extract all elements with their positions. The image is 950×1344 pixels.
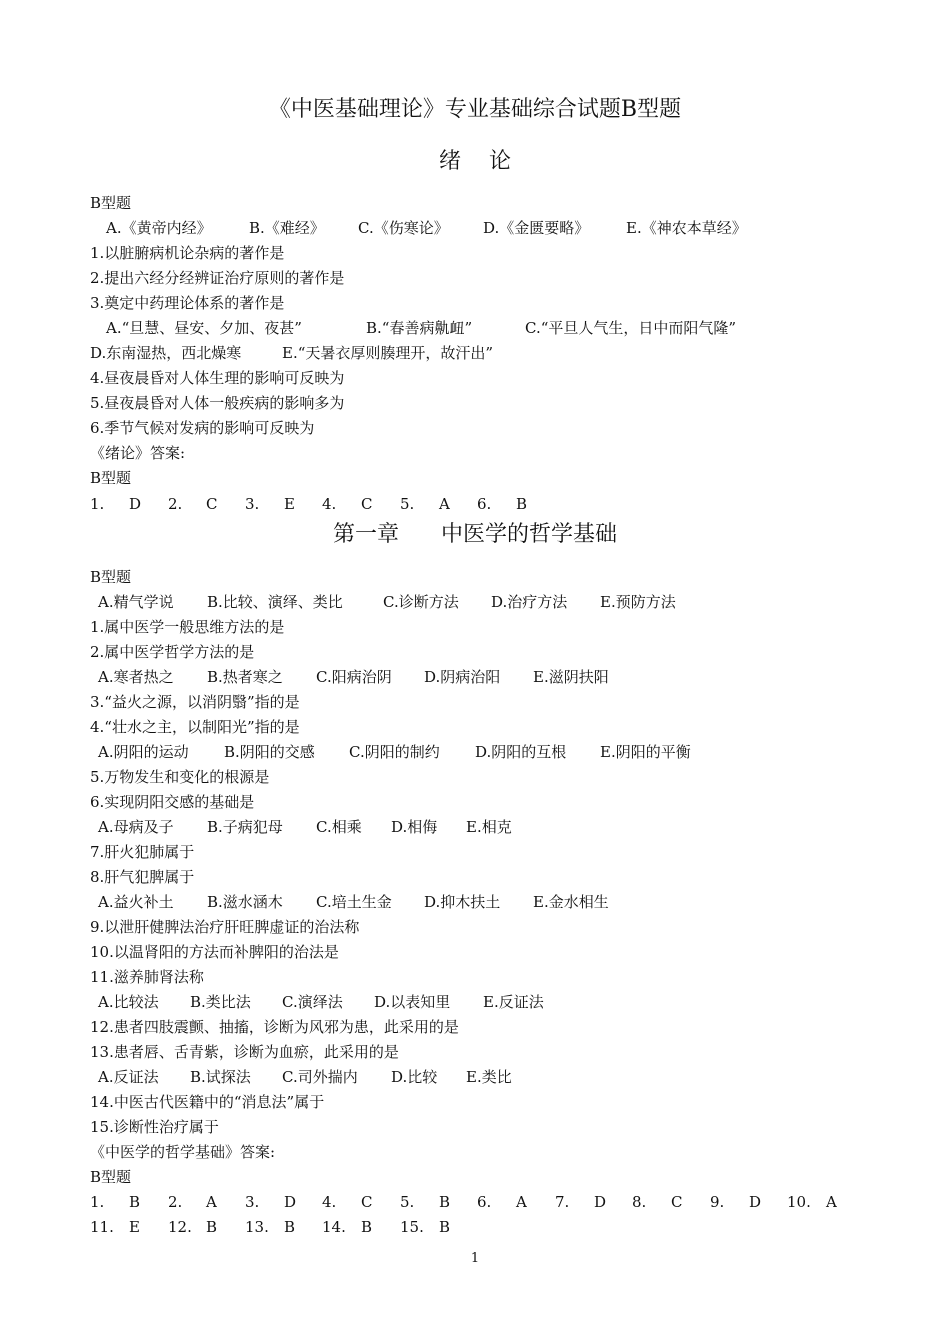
question-2: 2.提出六经分经辨证治疗原则的著作是 xyxy=(90,269,345,287)
option-e: E.预防方法 xyxy=(600,593,676,611)
option-b: B.“春善病鼽衄” xyxy=(366,319,473,337)
option-c: C.《伤寒论》 xyxy=(358,219,449,237)
option-c: C.诊断方法 xyxy=(383,593,459,611)
section-title-introduction: 绪 论 xyxy=(439,149,511,174)
answer-letter: B xyxy=(129,1193,141,1211)
question-8: 8.肝气犯脾属于 xyxy=(90,868,195,886)
answer-letter: A xyxy=(516,1193,527,1211)
document-title: 《中医基础理论》专业基础综合试题B型题 xyxy=(268,97,682,122)
answer-number: 6. xyxy=(477,495,492,513)
option-a: A.阴阳的运动 xyxy=(98,743,189,761)
option-d: D.以表知里 xyxy=(374,993,451,1011)
question-4: 4.昼夜晨昏对人体生理的影响可反映为 xyxy=(90,369,345,387)
option-e: E.阴阳的平衡 xyxy=(600,743,691,761)
option-a: A.反证法 xyxy=(98,1068,159,1086)
answer-number: 3. xyxy=(245,1193,260,1211)
answer-letter: C xyxy=(361,1193,373,1211)
option-b: B.《难经》 xyxy=(249,219,325,237)
option-b: B.类比法 xyxy=(190,993,251,1011)
answer-number: 4. xyxy=(322,1193,337,1211)
question-3: 3.“益火之源，以消阴翳”指的是 xyxy=(90,693,300,711)
answer-number: 6. xyxy=(477,1193,492,1211)
answer-letter: B xyxy=(361,1218,373,1236)
option-d: D.《金匮要略》 xyxy=(483,219,590,237)
option-c: C.“平旦人气生，日中而阳气隆” xyxy=(525,319,737,337)
answer-number: 7. xyxy=(555,1193,570,1211)
option-a: A.比较法 xyxy=(98,993,159,1011)
option-e: E.滋阴扶阳 xyxy=(533,668,609,686)
answer-letter: B xyxy=(284,1218,296,1236)
question-6: 6.季节气候对发病的影响可反映为 xyxy=(90,419,315,437)
question-1: 1.属中医学一般思维方法的是 xyxy=(90,618,285,636)
option-b: B.阴阳的交感 xyxy=(224,743,315,761)
answer-number: 1. xyxy=(90,495,105,513)
answer-letter: B xyxy=(516,495,528,513)
option-b: B.滋水涵木 xyxy=(207,893,283,911)
answer-letter: B xyxy=(206,1218,218,1236)
question-3: 3.奠定中药理论体系的著作是 xyxy=(90,294,285,312)
option-d: D.东南湿热，西北燥寒 xyxy=(90,344,242,362)
answer-letter: D xyxy=(594,1193,607,1211)
answer-number: 2. xyxy=(168,1193,183,1211)
answer-number: 13. xyxy=(245,1218,269,1236)
option-a: A.寒者热之 xyxy=(98,668,174,686)
answer-number: 11. xyxy=(90,1218,114,1236)
question-5: 5.昼夜晨昏对人体一般疾病的影响多为 xyxy=(90,394,345,412)
answer-type-label: B型题 xyxy=(90,1168,132,1186)
answer-number: 12. xyxy=(168,1218,192,1236)
answer-letter: D xyxy=(749,1193,762,1211)
option-c: C.司外揣内 xyxy=(282,1068,358,1086)
answer-number: 1. xyxy=(90,1193,105,1211)
option-a: A.益火补土 xyxy=(98,893,174,911)
answer-letter: C xyxy=(361,495,373,513)
section-title-chapter-one: 第一章 中医学的哲学基础 xyxy=(333,522,617,547)
answer-letter: D xyxy=(284,1193,297,1211)
question-6: 6.实现阴阳交感的基础是 xyxy=(90,793,255,811)
option-c: C.阳病治阴 xyxy=(316,668,392,686)
answer-number: 5. xyxy=(400,495,415,513)
question-7: 7.肝火犯肺属于 xyxy=(90,843,195,861)
question-1: 1.以脏腑病机论杂病的著作是 xyxy=(90,244,285,262)
question-12: 12.患者四肢震颤、抽搐，诊断为风邪为患，此采用的是 xyxy=(90,1018,459,1036)
answer-number: 5. xyxy=(400,1193,415,1211)
option-b: B.比较、演绎、类比 xyxy=(207,593,343,611)
option-d: D.相侮 xyxy=(391,818,438,836)
question-13: 13.患者唇、舌青紫，诊断为血瘀，此采用的是 xyxy=(90,1043,399,1061)
answer-letter: E xyxy=(129,1218,140,1236)
answer-letter: E xyxy=(284,495,295,513)
answer-number: 2. xyxy=(168,495,183,513)
option-d: D.阴阳的互根 xyxy=(475,743,567,761)
question-type-label: B型题 xyxy=(90,194,132,212)
question-14: 14.中医古代医籍中的“消息法”属于 xyxy=(90,1093,325,1111)
answer-heading: 《绪论》答案: xyxy=(90,444,186,462)
option-e: E.金水相生 xyxy=(533,893,609,911)
answer-number: 3. xyxy=(245,495,260,513)
option-b: B.子病犯母 xyxy=(207,818,283,836)
option-c: C.演绎法 xyxy=(282,993,343,1011)
option-e: E.“天暑衣厚则腠理开，故汗出” xyxy=(282,344,494,362)
option-d: D.抑木扶土 xyxy=(424,893,501,911)
answer-type-label: B型题 xyxy=(90,469,132,487)
answer-letter: A xyxy=(826,1193,837,1211)
option-e: E.《神农本草经》 xyxy=(626,219,747,237)
question-15: 15.诊断性治疗属于 xyxy=(90,1118,219,1136)
answer-number: 8. xyxy=(632,1193,647,1211)
question-11: 11.滋养肺肾法称 xyxy=(90,968,204,986)
question-9: 9.以泄肝健脾法治疗肝旺脾虚证的治法称 xyxy=(90,918,360,936)
question-5: 5.万物发生和变化的根源是 xyxy=(90,768,270,786)
option-c: C.培土生金 xyxy=(316,893,392,911)
answer-letter: D xyxy=(129,495,142,513)
question-10: 10.以温肾阳的方法而补脾阳的治法是 xyxy=(90,943,339,961)
option-c: C.阴阳的制约 xyxy=(349,743,440,761)
option-a: A.母病及子 xyxy=(98,818,174,836)
option-b: B.试探法 xyxy=(190,1068,251,1086)
answer-number: 9. xyxy=(710,1193,725,1211)
option-d: D.阴病治阳 xyxy=(424,668,501,686)
option-a: A.精气学说 xyxy=(98,593,174,611)
option-e: E.相克 xyxy=(466,818,512,836)
option-e: E.反证法 xyxy=(483,993,544,1011)
page-number: 1 xyxy=(470,1251,480,1266)
option-c: C.相乘 xyxy=(316,818,362,836)
answer-number: 4. xyxy=(322,495,337,513)
answer-letter: C xyxy=(206,495,218,513)
question-2: 2.属中医学哲学方法的是 xyxy=(90,643,255,661)
answer-number: 10. xyxy=(787,1193,811,1211)
option-d: D.治疗方法 xyxy=(491,593,568,611)
answer-number: 14. xyxy=(322,1218,346,1236)
answer-letter: C xyxy=(671,1193,683,1211)
option-d: D.比较 xyxy=(391,1068,438,1086)
answer-number: 15. xyxy=(400,1218,424,1236)
answer-letter: A xyxy=(439,495,450,513)
option-a: A.《黄帝内经》 xyxy=(106,219,212,237)
answer-heading: 《中医学的哲学基础》答案: xyxy=(90,1143,276,1161)
answer-letter: B xyxy=(439,1193,451,1211)
option-b: B.热者寒之 xyxy=(207,668,283,686)
question-type-label: B型题 xyxy=(90,568,132,586)
option-a: A.“旦慧、昼安、夕加、夜甚” xyxy=(106,319,302,337)
option-e: E.类比 xyxy=(466,1068,512,1086)
answer-letter: B xyxy=(439,1218,451,1236)
question-4: 4.“壮水之主，以制阳光”指的是 xyxy=(90,718,300,736)
answer-letter: A xyxy=(206,1193,217,1211)
